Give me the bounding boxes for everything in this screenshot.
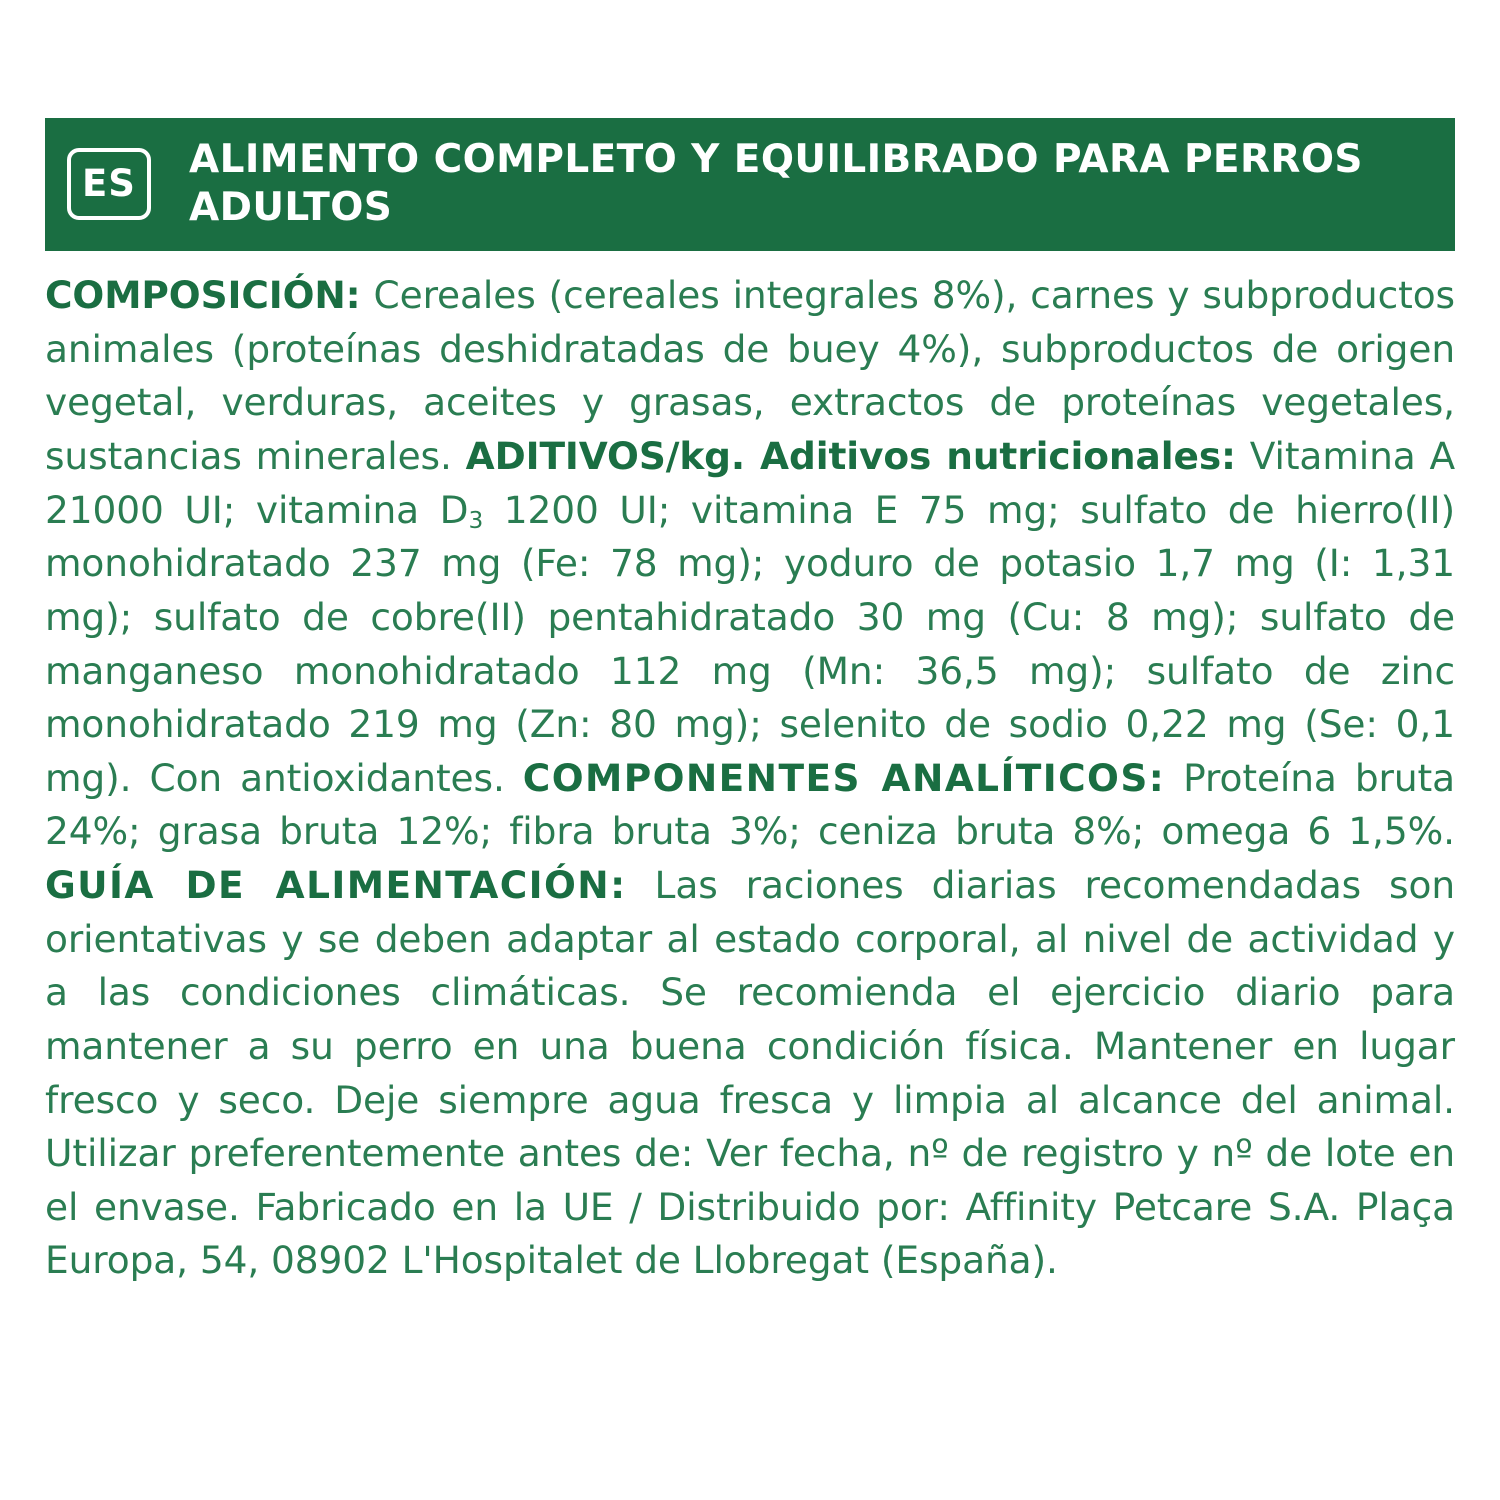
- composicion-label: COMPOSICIÓN:: [45, 273, 361, 318]
- componentes-analiticos-label: COMPONENTES ANALÍTICOS:: [522, 755, 1166, 800]
- page-title: ALIMENTO COMPLETO Y EQUILIBRADO PARA PERROS ADULTOS: [189, 137, 1363, 230]
- aditivos-text-part2: 1200 UI; vitamina E 75 mg; sulfato de hierro(II) monohidratado 237 mg (Fe: 78 mg); yoduro de potasio 1,7 mg (I: 1,31 mg); sulfato de cobre(II) pentahidratado 30 mg (Cu: 8 mg); sulfato de manganeso monohidratado 112 mg (Mn: 36,5 mg); sulfato de zinc monohidratado 219 mg (Zn: 80 mg); selenito de sodio 0,22 mg (Se: 0,1 mg). Con antioxidantes.: [45, 487, 1455, 800]
- aditivos-text-part1: Vitamina A 21000 UI; vitamina D: [45, 434, 1455, 532]
- label-body-text: [45, 269, 1455, 1288]
- vitamin-d3-subscript: 3: [468, 506, 484, 534]
- aditivos-nutricionales-label: Aditivos nutricionales:: [745, 434, 1236, 479]
- componentes-analiticos-text: Proteína bruta 24%; grasa bruta 12%; fibra bruta 3%; ceniza bruta 8%; omega 6 1,5%.: [45, 755, 1455, 854]
- language-badge: ES: [67, 148, 151, 220]
- composicion-text: Cereales (cereales integrales 8%), carnes y subproductos animales (proteínas deshidratadas de buey 4%), subproductos de origen vegetal, verduras, aceites y grasas, extractos de proteínas vegetales, sustancias minerales.: [45, 273, 1455, 479]
- guia-alimentacion-text: Las raciones diarias recomendadas son orientativas y se deben adaptar al estado corporal, al nivel de actividad y a las condiciones climáticas. Se recomienda el ejercicio diario para mantener a su perro en una buena condición física. Mantener en lugar fresco y seco. Deje siempre agua fresca y limpia al alcance del animal. Utilizar preferentemente antes de: Ver fecha, nº de registro y nº de lote en el envase. Fabricado en la UE / Distribuido por: Affinity Petcare S.A. Plaça Europa, 54, 08902 L'Hospitalet de Llobregat (España).: [45, 863, 1456, 1283]
- aditivos-label: ADITIVOS/kg.: [465, 434, 746, 479]
- header-banner: [45, 118, 1455, 251]
- guia-alimentacion-label: GUÍA DE ALIMENTACIÓN:: [45, 863, 627, 908]
